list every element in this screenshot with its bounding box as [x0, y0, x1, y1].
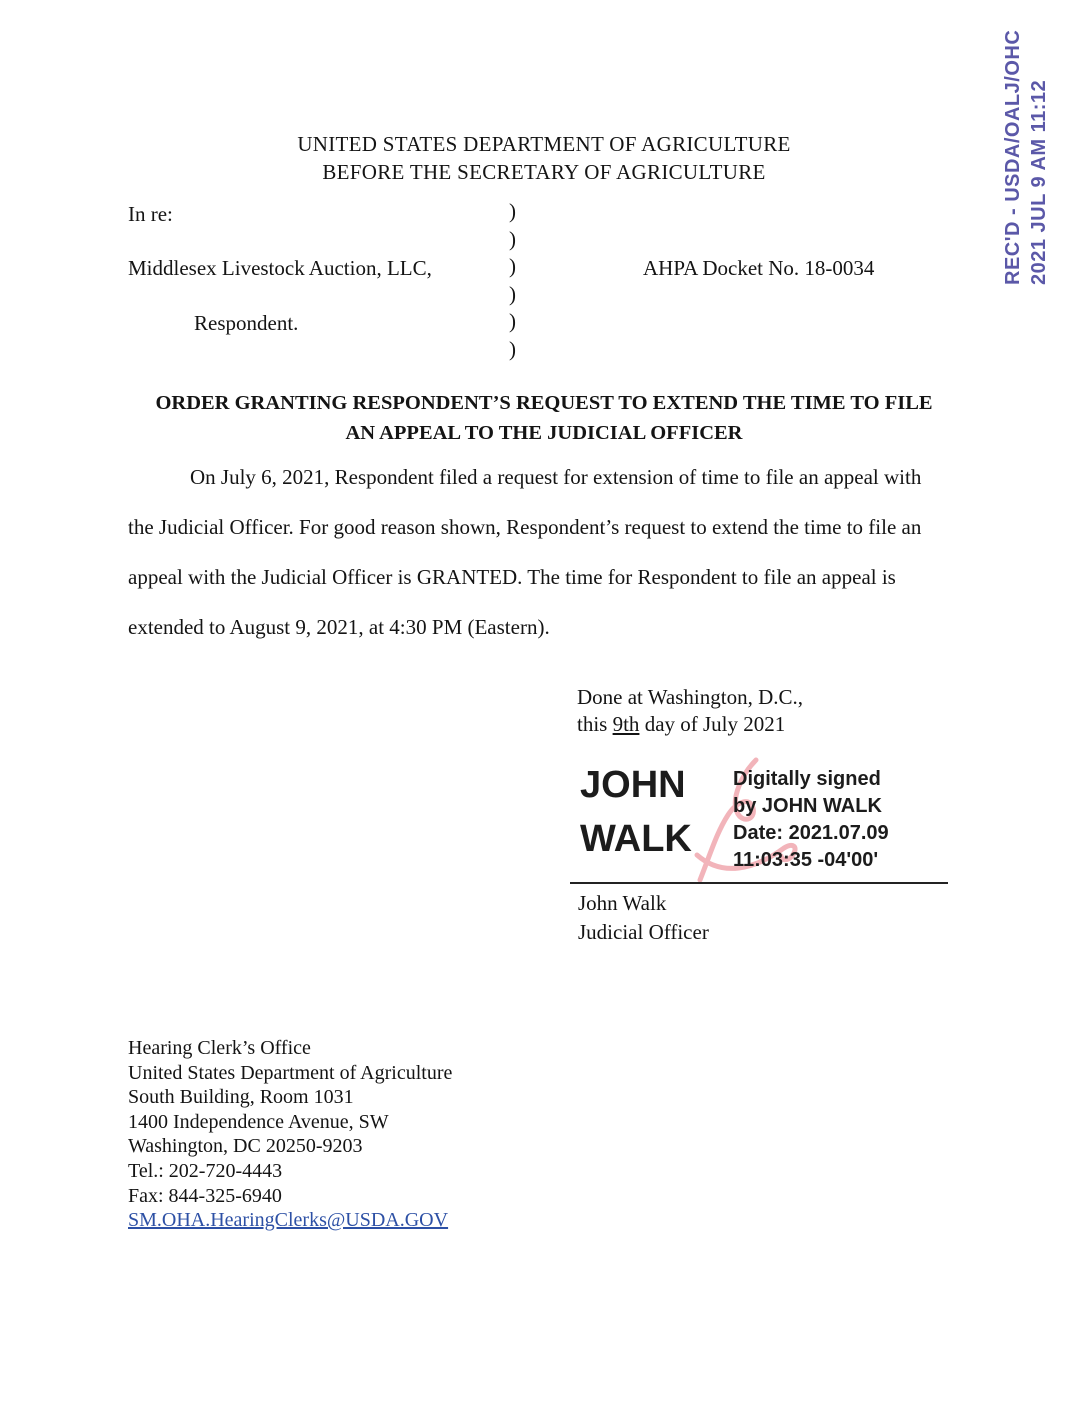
digital-signature-details — [733, 766, 889, 874]
signature-line — [570, 882, 948, 884]
caption-paren: ) — [509, 281, 516, 306]
header-line-1: UNITED STATES DEPARTMENT OF AGRICULTURE — [297, 132, 791, 156]
signature-detail-line: 11:03:35 -04'00' — [733, 849, 879, 871]
order-title-line-1: ORDER GRANTING RESPONDENT’S REQUEST TO EXTEND THE TIME TO FILE — [155, 392, 933, 414]
digital-signature-name — [580, 758, 692, 866]
order-title — [0, 388, 1088, 448]
stamp-line-2: 2021 JUL 9 AM 11:12 — [1028, 79, 1050, 285]
done-at-block — [577, 684, 803, 738]
address-line: United States Department of Agriculture — [128, 1061, 453, 1084]
address-line: Tel.: 202-720-4443 — [128, 1159, 283, 1182]
document-header — [0, 130, 1088, 186]
body-line: the Judicial Officer. For good reason shown, Respondent’s request to extend the time to file an — [128, 515, 922, 539]
body-line: extended to August 9, 2021, at 4:30 PM (Eastern). — [128, 615, 550, 639]
caption-paren: ) — [509, 226, 516, 251]
caption-paren: ) — [509, 199, 516, 223]
stamp-line-1: REC'D - USDA/OALJ/OHC — [1002, 29, 1024, 285]
done-at-day-underlined: 9th — [612, 712, 640, 736]
body-line: appeal with the Judicial Officer is GRANTED. The time for Respondent to file an appeal is — [128, 565, 896, 589]
hearing-clerk-email-link[interactable]: SM.OHA.HearingClerks@USDA.GOV — [128, 1209, 449, 1232]
signature-detail-line: by JOHN WALK — [733, 795, 882, 817]
docket-number: AHPA Docket No. 18-0034 — [643, 256, 875, 280]
caption-party-role: Respondent. — [194, 311, 299, 335]
caption-party-name: Middlesex Livestock Auction, LLC, — [128, 256, 432, 280]
order-body-paragraph — [128, 452, 921, 652]
caption-paren: ) — [509, 336, 516, 361]
caption-in-re: In re: — [128, 202, 173, 226]
done-at-line-2 — [577, 711, 803, 738]
header-line-2: BEFORE THE SECRETARY OF AGRICULTURE — [322, 160, 766, 184]
caption-paren: ) — [509, 254, 516, 278]
address-line: Fax: 844-325-6940 — [128, 1184, 282, 1207]
signature-detail-line: Date: 2021.07.09 — [733, 822, 889, 844]
address-line: 1400 Independence Avenue, SW — [128, 1110, 389, 1133]
address-line: South Building, Room 1031 — [128, 1086, 354, 1109]
address-line: Washington, DC 20250-9203 — [128, 1135, 363, 1158]
hearing-clerk-address-block — [128, 1036, 452, 1233]
done-at-suffix: day of July 2021 — [639, 712, 786, 736]
signature-detail-line: Digitally signed — [733, 768, 881, 790]
body-line: On July 6, 2021, Respondent filed a request for extension of time to file an appeal with — [190, 465, 922, 489]
signer-name: John Walk — [578, 891, 667, 915]
signer-title: Judicial Officer — [578, 920, 709, 944]
done-at-line-1: Done at Washington, D.C., — [577, 685, 803, 709]
address-line: Hearing Clerk’s Office — [128, 1037, 311, 1059]
caption-paren-column — [509, 198, 516, 363]
digital-signature-name-line-1: JOHN — [580, 764, 686, 806]
order-title-line-2: AN APPEAL TO THE JUDICIAL OFFICER — [345, 422, 743, 444]
caption-paren: ) — [509, 309, 516, 333]
done-at-prefix: this — [577, 712, 613, 736]
digital-signature-name-line-2: WALK — [580, 818, 692, 860]
